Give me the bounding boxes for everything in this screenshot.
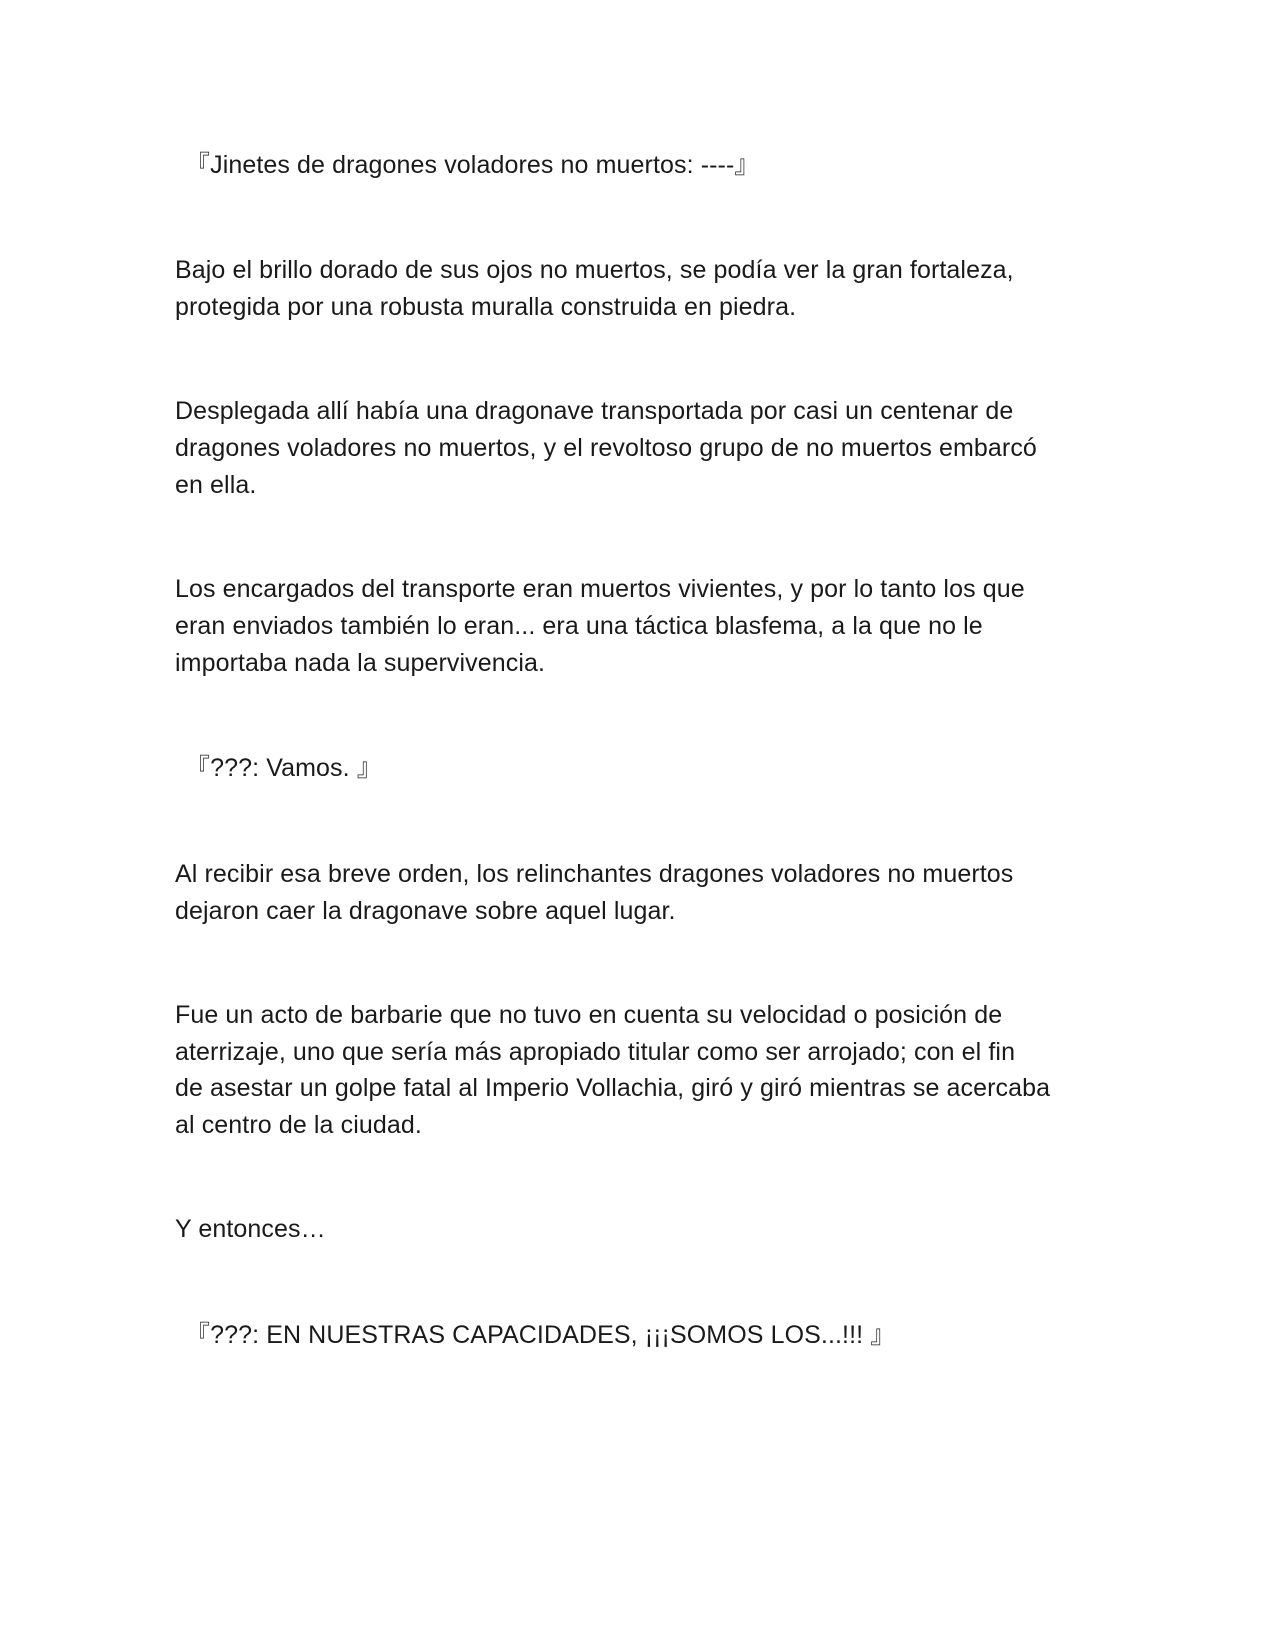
paragraph-3-line-2: eran enviados también lo eran... era una táctica blasfema, a la que no le: [175, 612, 983, 640]
paragraph-5-line-4: al centro de la ciudad.: [175, 1111, 422, 1139]
paragraph-1-line-1: Bajo el brillo dorado de sus ojos no muertos, se podía ver la gran fortaleza,: [175, 256, 1014, 284]
paragraph-4-line-2: dejaron caer la dragonave sobre aquel lugar.: [175, 897, 676, 925]
paragraph-1-line-2: protegida por una robusta muralla construida en piedra.: [175, 293, 797, 321]
paragraph-5-line-1: Fue un acto de barbarie que no tuvo en cuenta su velocidad o posición de: [175, 1001, 1003, 1029]
paragraph-2-line-2: dragones voladores no muertos, y el revoltoso grupo de no muertos embarcó: [175, 434, 1037, 462]
dialogue-line-undead-riders: 『Jinetes de dragones voladores no muertos: ----』: [185, 151, 760, 179]
paragraph-3-line-1: Los encargados del transporte eran muertos vivientes, y por lo tanto los que: [175, 575, 1025, 603]
paragraph-5-line-2: aterrizaje, uno que sería más apropiado titular como ser arrojado; con el fin: [175, 1038, 1016, 1066]
dialogue-line-vamos: 『???: Vamos. 』: [185, 754, 382, 782]
paragraph-2-line-3: en ella.: [175, 471, 257, 499]
paragraph-2-line-1: Desplegada allí había una dragonave transportada por casi un centenar de: [175, 397, 1014, 425]
dialogue-line-final-shout: 『???: EN NUESTRAS CAPACIDADES, ¡¡¡SOMOS LOS...!!! 』: [185, 1321, 896, 1349]
paragraph-4-line-1: Al recibir esa breve orden, los relinchantes dragones voladores no muertos: [175, 860, 1014, 888]
paragraph-5-line-3: de asestar un golpe fatal al Imperio Vollachia, giró y giró mientras se acercaba: [175, 1074, 1051, 1102]
paragraph-3-line-3: importaba nada la supervivencia.: [175, 649, 546, 677]
paragraph-6-line-1: Y entonces…: [175, 1215, 326, 1243]
